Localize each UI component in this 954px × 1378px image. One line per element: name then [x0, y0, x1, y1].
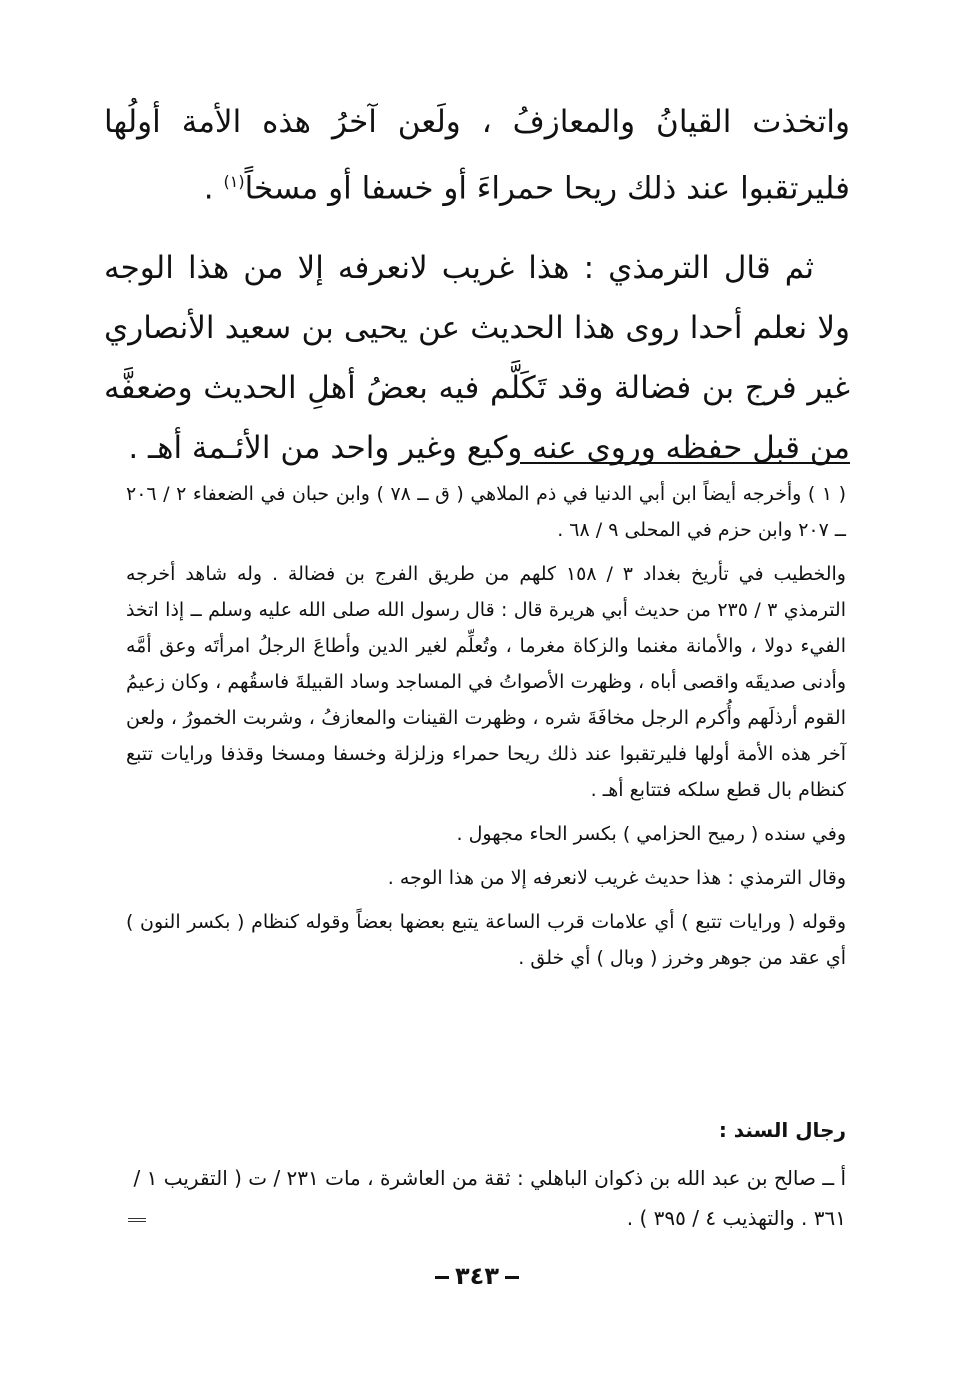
narrator-item: أ ــ صالح بن عبد الله بن ذكوان الباهلي : ثقة من العاشرة ، مات ٢٣١ / ت ( التقريب ١ / ٣٦١ . والتهذيب ٤ / ٣٩٥ ) .	[133, 1166, 846, 1230]
footnote-gloss: وقوله ( ورايات تتبع ) أي علامات قرب الساعة يتبع بعضها بعضاً وقوله كنظام ( بكسر النون ) أي عقد من جوهر وخرز ( وبال ) أي خلق .	[126, 911, 846, 969]
page-number	[0, 1262, 954, 1290]
narrators-heading: رجال السند :	[718, 1118, 846, 1142]
footnote-tirmidhi-note: وقال الترمذي : هذا حديث غريب لانعرفه إلا من هذا الوجه .	[387, 867, 846, 889]
main-paragraph-1	[104, 92, 850, 218]
footnote-reference: (١)	[223, 172, 245, 191]
page-number-text: ٣٤٣	[455, 1262, 499, 1290]
main-paragraph-2: ثم قال الترمذي : هذا غريب لانعرفه إلا من هذا الوجه ولا نعلم أحدا روى هذا الحديث عن يحيى بن سعيد الأنصاري غير فرج بن فضالة وقد تَكَلَّم فيه بعضُ أهلِ الحديث وضعفَّه من قبل حفظه وروى عنه وكيع وغير واحد من الأئـمة أهـ .	[104, 250, 850, 467]
footnote-chain-note: وفي سنده ( رميح الحزامي ) بكسر الحاء مجهول .	[456, 823, 846, 845]
main-paragraph-1-end: .	[203, 170, 224, 207]
page-number-dash-left	[435, 1276, 449, 1279]
narrators-section	[126, 1110, 846, 1238]
footnote-continuation: والخطيب في تأريخ بغداد ٣ / ١٥٨ كلهم من طريق الفرج بن فضالة . وله شاهد أخرجه الترمذي ٣ / ٢٣٥ من حديث أبي هريرة قال : قال رسول الله صلى الله عليه وسلم ــ إذا اتخذ الفيء دولا ، والأمانة مغنما والزكاة مغرما ، وتُعلِّم لغير الدين وأطاعَ الرجلُ امرأتَه وعق أمَّه وأدنى صديقَه واقصى أباه ، وظهرت الأصواتُ في المساجد وساد القبيلةَ فاسقُهم ، وكان زعيمُ القوم أرذلَهم وأُكرم الرجل مخافَةَ شره ، وظهرت القينات والمعازفُ ، وشربت الخمورُ ، ولعن آخر هذه الأمة أولها فليرتقبوا عند ذلك ريحا حمراء وزلزلة وخسفا ومسخا وقذفا ورايات تتبع كنظام بال قطع سلكه فتتابع أهـ .	[126, 563, 846, 801]
footnote-1: ( ١ ) وأخرجه أيضاً ابن أبي الدنيا في ذم الملاهي ( ق ــ ٧٨ ) وابن حبان في الضعفاء ٢ / ٢٠٦ ــ ٢٠٧ وابن حزم في المحلى ٩ / ٦٨ .	[126, 483, 846, 541]
footnotes	[126, 476, 846, 984]
main-text	[104, 92, 850, 478]
footnote-separator	[520, 462, 850, 464]
main-paragraph-1-text: واتخذت القيانُ والمعازفُ ، ولَعن آخرُ هذه الأمة أولُها فليرتقبوا عند ذلك ريحا حمراءَ أو خسفا أو مسخاً	[104, 104, 850, 207]
page-number-dash-right	[505, 1276, 519, 1279]
continuation-mark	[128, 1218, 146, 1222]
